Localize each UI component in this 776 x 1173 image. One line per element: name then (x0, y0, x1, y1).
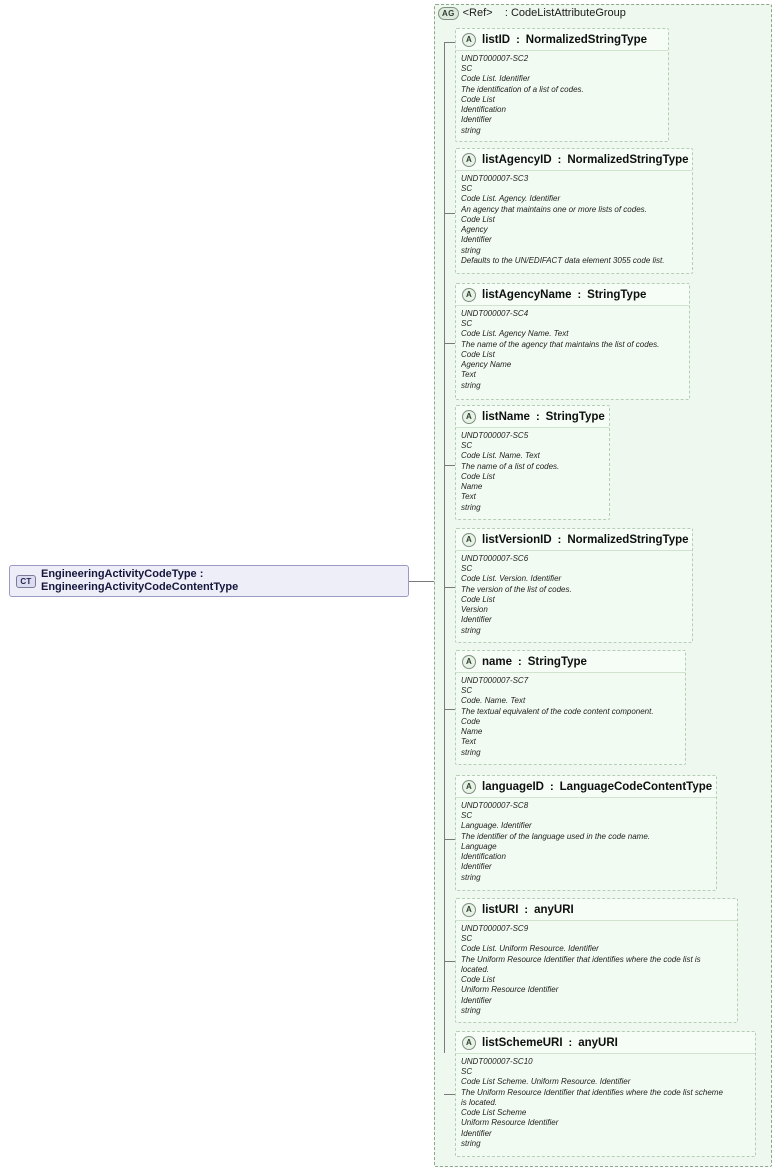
attribute-detail-line: Code List. Agency. Identifier (461, 194, 561, 204)
attribute-badge: A (462, 655, 476, 669)
attribute-detail-line: Agency Name (461, 360, 512, 370)
attribute-separator: : (535, 410, 540, 423)
attribute-badge: A (462, 780, 476, 794)
attribute-detail-line: located. (461, 964, 490, 974)
attribute-type: StringType (587, 288, 647, 301)
attribute-name: listURI (482, 903, 519, 916)
attribute-badge: A (462, 533, 476, 547)
attribute-detail-line: Code List. Agency Name. Text (461, 329, 569, 339)
attribute-body-listagencyname (456, 306, 689, 395)
attribute-detail-line: UNDT000007-SC4 (461, 309, 529, 318)
attribute-detail-line: Text (461, 737, 476, 747)
attribute-header-languageid (456, 776, 716, 798)
attribute-detail-line: Identification (461, 852, 506, 862)
attribute-detail-line: string (461, 125, 481, 135)
attribute-type: anyURI (534, 903, 574, 916)
connector-stub-languageid (444, 839, 455, 840)
attribute-group-title (463, 7, 626, 19)
attribute-badge: A (462, 903, 476, 917)
attribute-header-listuri (456, 899, 737, 921)
attribute-body-listuri (456, 921, 737, 1020)
attribute-group-name: CodeListAttributeGroup (510, 7, 626, 19)
connector-stub-listname (444, 465, 455, 466)
attribute-detail-line: SC (461, 811, 473, 821)
attribute-detail-line: string (461, 380, 481, 390)
connector-stub-name (444, 709, 455, 710)
attribute-detail-line: SC (461, 64, 473, 74)
attribute-badge: A (462, 410, 476, 424)
attribute-detail-line: string (461, 502, 481, 512)
attribute-detail-line: Uniform Resource Identifier (461, 985, 559, 995)
connector-root-to-group (409, 581, 434, 582)
attribute-type: NormalizedStringType (567, 533, 689, 546)
attribute-detail-line: The identifier of the language used in the code name. (461, 831, 651, 841)
attribute-detail-line: Code List (461, 214, 495, 224)
attribute-header-listname (456, 406, 609, 428)
attribute-detail-line: string (461, 1138, 481, 1148)
attribute-header-listversionid (456, 529, 692, 551)
attribute-detail-line: The textual equivalent of the code content component. (461, 706, 654, 716)
attribute-badge: A (462, 1036, 476, 1050)
attribute-detail-line: An agency that maintains one or more lists of codes. (461, 204, 647, 214)
attribute-type: StringType (545, 410, 605, 423)
attribute-detail-line: Language (461, 841, 497, 851)
attribute-detail-line: Agency (461, 225, 488, 235)
attribute-separator: : (557, 533, 562, 546)
attribute-detail-line: Code List Scheme (461, 1108, 527, 1118)
attribute-header-listagencyid (456, 149, 692, 171)
connector-stub-listid (444, 42, 455, 43)
attribute-detail-line: SC (461, 564, 473, 574)
attribute-badge: A (462, 153, 476, 167)
complex-type-node[interactable] (9, 565, 409, 597)
attribute-separator: : (549, 780, 554, 793)
attribute-detail-line: Identifier (461, 862, 492, 872)
attribute-detail-line: Code List (461, 471, 495, 481)
attribute-detail-line: Text (461, 492, 476, 502)
attribute-group-header (438, 5, 626, 21)
attribute-name: listAgencyID (482, 153, 552, 166)
attribute-detail-line: The Uniform Resource Identifier that identifies where the code list scheme (461, 1087, 723, 1097)
attribute-node-name[interactable] (455, 650, 686, 765)
attribute-detail-line: Text (461, 370, 476, 380)
attribute-node-listid[interactable] (455, 28, 669, 142)
attribute-detail-line: The name of a list of codes. (461, 461, 560, 471)
attribute-body-listname (456, 428, 609, 517)
attribute-header-listschemeuri (456, 1032, 755, 1054)
attribute-detail-line: Code List (461, 594, 495, 604)
attribute-detail-line: Code List (461, 975, 495, 985)
attribute-header-listagencyname (456, 284, 689, 306)
attribute-detail-line: is located. (461, 1097, 498, 1107)
attribute-detail-line: string (461, 1005, 481, 1015)
attribute-detail-line: Defaults to the UN/EDIFACT data element 3055 code list. (461, 255, 665, 265)
attribute-detail-line: SC (461, 686, 473, 696)
attribute-name: languageID (482, 780, 544, 793)
attribute-node-listschemeuri[interactable] (455, 1031, 756, 1157)
attribute-badge: A (462, 288, 476, 302)
attribute-type: NormalizedStringType (567, 153, 689, 166)
attribute-name: name (482, 655, 513, 668)
attribute-node-listname[interactable] (455, 405, 610, 520)
attribute-body-listversionid (456, 551, 692, 640)
attribute-name: listVersionID (482, 533, 552, 546)
attribute-body-listschemeuri (456, 1054, 755, 1153)
attribute-group-ref-label: <Ref> (462, 7, 493, 19)
attribute-body-languageid (456, 798, 716, 887)
attribute-body-listid (456, 51, 668, 140)
attribute-detail-line: Code (461, 716, 481, 726)
attribute-detail-line: UNDT000007-SC10 (461, 1057, 533, 1066)
attribute-badge: A (462, 33, 476, 47)
attribute-detail-line: Identifier (461, 235, 492, 245)
attribute-separator: : (577, 288, 582, 301)
attribute-name: listAgencyName (482, 288, 572, 301)
attribute-detail-line: UNDT000007-SC5 (461, 431, 529, 440)
attribute-header-name (456, 651, 685, 673)
attribute-detail-line: string (461, 872, 481, 882)
attribute-detail-line: UNDT000007-SC9 (461, 924, 529, 933)
attribute-detail-line: string (461, 245, 481, 255)
attribute-detail-line: SC (461, 184, 473, 194)
attribute-header-listid (456, 29, 668, 51)
attribute-node-listversionid[interactable] (455, 528, 693, 643)
attribute-detail-line: SC (461, 319, 473, 329)
connector-stub-listversionid (444, 587, 455, 588)
attribute-detail-line: Code List (461, 349, 495, 359)
attribute-detail-line: The identification of a list of codes. (461, 84, 584, 94)
attribute-separator: : (518, 655, 522, 668)
attribute-detail-line: UNDT000007-SC7 (461, 676, 529, 685)
attribute-detail-line: string (461, 747, 481, 757)
attribute-detail-line: UNDT000007-SC8 (461, 801, 529, 810)
attribute-detail-line: Name (461, 482, 483, 492)
attribute-detail-line: UNDT000007-SC3 (461, 174, 529, 183)
attribute-detail-line: Code List. Uniform Resource. Identifier (461, 944, 599, 954)
attribute-node-languageid[interactable] (455, 775, 717, 891)
connector-stub-listuri (444, 961, 455, 962)
connector-stub-listschemeuri (444, 1094, 455, 1095)
attribute-detail-line: The Uniform Resource Identifier that identifies where the code list is (461, 954, 701, 964)
attribute-separator: : (568, 1036, 573, 1049)
attribute-detail-line: Code List Scheme. Uniform Resource. Identifier (461, 1077, 631, 1087)
attribute-group-separator: : (504, 7, 508, 19)
attribute-detail-line: The name of the agency that maintains the list of codes. (461, 339, 660, 349)
attribute-detail-line: Uniform Resource Identifier (461, 1118, 559, 1128)
attribute-detail-line: Identification (461, 105, 506, 115)
attribute-detail-line: Identifier (461, 115, 492, 125)
attribute-detail-line: SC (461, 934, 473, 944)
attribute-detail-line: UNDT000007-SC2 (461, 54, 529, 63)
attribute-separator: : (524, 903, 529, 916)
attribute-body-name (456, 673, 685, 762)
attribute-detail-line: UNDT000007-SC6 (461, 554, 529, 563)
complex-type-label: EngineeringActivityCodeType : EngineeringActivityCodeContentType (41, 568, 239, 593)
attribute-name: listSchemeURI (482, 1036, 563, 1049)
attribute-node-listagencyid[interactable] (455, 148, 693, 274)
attribute-detail-line: SC (461, 1067, 473, 1077)
attribute-detail-line: Language. Identifier (461, 821, 532, 831)
attribute-detail-line: Identifier (461, 1128, 492, 1138)
attribute-detail-line: Code List. Version. Identifier (461, 574, 562, 584)
attribute-type: LanguageCodeContentType (559, 780, 713, 793)
complex-type-badge: CT (16, 575, 36, 588)
attribute-detail-line: string (461, 625, 481, 635)
attribute-detail-line: Code List. Name. Text (461, 451, 540, 461)
attribute-body-listagencyid (456, 171, 692, 270)
connector-spine (444, 42, 445, 1053)
attribute-name: listID (482, 33, 511, 46)
attribute-type: StringType (527, 655, 587, 668)
attribute-detail-line: SC (461, 441, 473, 451)
attribute-detail-line: Code List. Identifier (461, 74, 530, 84)
attribute-detail-line: The version of the list of codes. (461, 584, 572, 594)
attribute-type: anyURI (578, 1036, 618, 1049)
attribute-group-badge: AG (438, 7, 459, 20)
attribute-type: NormalizedStringType (525, 33, 647, 46)
attribute-separator: : (516, 33, 520, 46)
attribute-detail-line: Code List (461, 94, 495, 104)
attribute-detail-line: Identifier (461, 615, 492, 625)
attribute-node-listuri[interactable] (455, 898, 738, 1023)
connector-stub-listagencyid (444, 213, 455, 214)
attribute-detail-line: Code. Name. Text (461, 696, 526, 706)
connector-stub-listagencyname (444, 343, 455, 344)
attribute-detail-line: Identifier (461, 995, 492, 1005)
attribute-separator: : (557, 153, 562, 166)
attribute-detail-line: Version (461, 605, 488, 615)
attribute-name: listName (482, 410, 530, 423)
attribute-node-listagencyname[interactable] (455, 283, 690, 400)
attribute-detail-line: Name (461, 727, 483, 737)
